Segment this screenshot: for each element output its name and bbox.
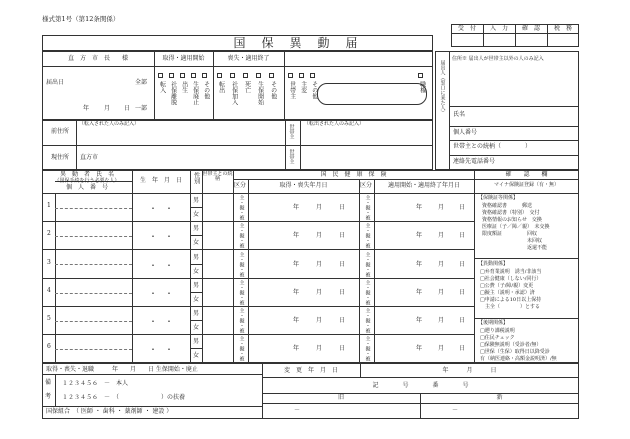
kubun-start-1[interactable]: 主・擬・被 — [364, 195, 371, 220]
confirm-change-line-3: □公費（子/障/親）変更 — [480, 283, 534, 289]
sex-male-1[interactable]: 男 — [193, 197, 200, 204]
reason-acquire-4: 生保廃止 — [191, 81, 199, 105]
acq-month-2: 月 — [316, 232, 323, 239]
confirm-late-line-1: □遡り課税説明 — [480, 328, 515, 334]
kubun-acq-1[interactable]: 主・擬・被 — [238, 195, 245, 220]
change-date-label: 変 更 年 月 日 — [283, 367, 338, 374]
addressee: 直 方 市 長 様 — [67, 55, 128, 62]
reason-checkbox-3[interactable] — [180, 72, 185, 79]
reason-checkbox-9[interactable] — [256, 72, 261, 79]
remarks-line-2: １２３４５６ － 本人 — [62, 380, 129, 387]
cur-address-note: （転出された人のみ記入） — [304, 121, 365, 127]
reason-checkbox-4[interactable] — [191, 72, 196, 79]
reason-checkbox-6[interactable] — [217, 72, 222, 79]
row-number-5: 5 — [47, 315, 51, 322]
row-number-3: 3 — [47, 259, 51, 266]
row-number-6: 6 — [47, 343, 51, 350]
confirm-cards-line-2: 資格確認書（特別） 交付 — [482, 210, 540, 216]
sex-male-6[interactable]: 男 — [193, 338, 200, 345]
reason-acquire-1: 転入 — [158, 81, 166, 93]
householder-label-1: 世帯主 — [288, 124, 295, 139]
acq-day-6: 日 — [339, 345, 346, 352]
col-sex-header: 性別 — [192, 172, 200, 184]
applicant-personal-no-label: 個人番号 — [453, 129, 478, 136]
reason-lose-2: 社保加入 — [230, 81, 238, 105]
applicant-contact-label: 連絡先電話番号 — [453, 158, 496, 165]
start-month-2: 月 — [438, 232, 445, 239]
reason-checkbox-2[interactable] — [169, 72, 174, 79]
start-month-5: 月 — [438, 317, 445, 324]
acq-month-1: 月 — [316, 204, 323, 211]
reason-checkbox-14[interactable] — [418, 72, 423, 79]
kubun-acq-5[interactable]: 主・擬・被 — [238, 308, 245, 333]
new-dash: － — [451, 407, 458, 414]
staff-confirm: 確 認 — [521, 25, 540, 32]
remarks-label-1: 備 — [45, 379, 52, 386]
start-day-4: 日 — [459, 289, 466, 296]
sex-female-4[interactable]: 女 — [193, 296, 200, 303]
reason-other-2: 主変 — [299, 81, 307, 93]
kubun-acq-6[interactable]: 主・擬・被 — [238, 336, 245, 361]
symbol-number-label: 記 号 番 号 — [372, 382, 469, 389]
confirm-cards-line-7: 返還不能 — [482, 245, 548, 251]
confirm-change-line-2: □社会健康（しない/同行） — [480, 276, 542, 282]
reason-other-3: その他 — [310, 81, 318, 99]
remarks-label-2: 考 — [45, 393, 52, 400]
col-name-header: 異 動 者 氏 名 — [59, 171, 114, 178]
reason-checkbox-12[interactable] — [299, 72, 304, 79]
sex-female-2[interactable]: 女 — [193, 239, 200, 246]
confirm-late-line-5: 有（納医連絡・高額金説明済）/無 — [480, 356, 557, 362]
confirm-cards-line-3: 資格情報のお知らせ 交換 — [482, 217, 542, 223]
staff-input: 入 力 — [489, 25, 508, 32]
remarks-line-1: 取得・喪失・退職 年 月 日 生保開始・廃止 — [46, 366, 198, 373]
acq-month-5: 月 — [316, 317, 323, 324]
filed-year: 年 — [83, 105, 90, 112]
kubun-acq-2[interactable]: 主・擬・被 — [238, 223, 245, 248]
confirm-change-line-5: □申請による10日以上保持 — [480, 297, 542, 303]
kubun-start-4[interactable]: 主・擬・被 — [364, 280, 371, 305]
part-label: 一部 — [135, 105, 148, 112]
confirm-late-line-2: □住民チェック — [480, 335, 515, 341]
sex-female-5[interactable]: 女 — [193, 324, 200, 331]
start-month-6: 月 — [438, 345, 445, 352]
reason-checkbox-5[interactable] — [202, 72, 207, 79]
filed-day: 日 — [124, 105, 131, 112]
confirm-change-line-6: 主全（ ）とする — [480, 304, 541, 310]
reason-checkbox-10[interactable] — [269, 72, 274, 79]
reason-checkbox-8[interactable] — [243, 72, 248, 79]
kubun-acq-3[interactable]: 主・擬・被 — [238, 252, 245, 277]
acq-day-5: 日 — [339, 317, 346, 324]
acquire-start-header: 取得・適用開始 — [162, 55, 205, 62]
acq-year-2: 年 — [293, 232, 300, 239]
filed-month: 月 — [104, 105, 111, 112]
remarks-line-3: １２３４５６ － （ ）の扶養 — [62, 394, 186, 401]
start-day-2: 日 — [459, 232, 466, 239]
change-date-value: 年 月 日 — [442, 367, 497, 374]
applicant-name-label: 氏名 — [453, 111, 466, 118]
householder-label-2: 世帯主 — [288, 149, 295, 164]
reason-checkbox-11[interactable] — [288, 72, 293, 79]
col-acq-date-header: 取得・喪失年月日 — [279, 182, 328, 189]
acq-month-6: 月 — [316, 345, 323, 352]
kubun-start-6[interactable]: 主・擬・被 — [364, 336, 371, 361]
reason-acquire-3: 出生 — [180, 81, 188, 93]
birth-dots-3: ・ ・ — [149, 261, 173, 270]
start-year-2: 年 — [416, 232, 423, 239]
birth-dots-2: ・ ・ — [149, 232, 173, 241]
row-number-4: 4 — [47, 287, 51, 294]
old-dash: － — [293, 407, 300, 414]
cur-address-value: 直方市 — [80, 154, 99, 161]
start-day-5: 日 — [459, 317, 466, 324]
kubun-start-2[interactable]: 主・擬・被 — [364, 223, 371, 248]
filed-date-label: 届出日 — [46, 79, 65, 86]
acq-day-3: 日 — [339, 261, 346, 268]
staff-tax: 税 務 — [553, 25, 572, 32]
confirm-change-line-4: □擬主（説明・承認）済 — [480, 290, 535, 296]
confirm-change-line-1: □弁育業説明 誘当/非該当 — [480, 269, 542, 275]
old-label: 旧 — [337, 394, 344, 401]
col-confirm-header: 確 認 欄 — [505, 171, 548, 178]
birth-dots-4: ・ ・ — [149, 289, 173, 298]
acq-month-4: 月 — [316, 289, 323, 296]
start-year-5: 年 — [416, 317, 423, 324]
jobless-label: 職権 — [418, 81, 426, 93]
start-day-6: 日 — [459, 345, 466, 352]
sex-male-4[interactable]: 男 — [193, 282, 200, 289]
reason-checkbox-13[interactable] — [310, 72, 315, 79]
reason-checkbox-7[interactable] — [230, 72, 235, 79]
start-day-1: 日 — [459, 204, 466, 211]
confirm-cards-line-1: 資格確認書 郵送 — [482, 203, 533, 209]
start-year-4: 年 — [416, 289, 423, 296]
confirm-cards-line-6: 未回収 — [482, 238, 543, 244]
applicant-relation-label: 世帯主との続柄（ ） — [453, 143, 532, 150]
col-relation-header: 世帯主との続柄 — [202, 171, 233, 182]
start-month-4: 月 — [438, 289, 445, 296]
confirm-late-title: 【後期関係】 — [478, 320, 509, 326]
kubun-start-3[interactable]: 主・擬・被 — [364, 252, 371, 277]
start-month-1: 月 — [438, 204, 445, 211]
acq-day-4: 日 — [339, 289, 346, 296]
birth-dots-1: ・ ・ — [149, 204, 173, 213]
prev-address-note: （転入された人のみ記入） — [79, 121, 140, 127]
confirm-cards-title: 【保険証等関係】 — [478, 195, 519, 201]
kubun-start-5[interactable]: 主・擬・被 — [364, 308, 371, 333]
start-year-1: 年 — [416, 204, 423, 211]
reason-lose-4: 生保開始 — [256, 81, 264, 105]
reason-checkbox-1[interactable] — [158, 72, 163, 79]
cur-address-label: 現住所 — [51, 154, 70, 161]
sex-female-1[interactable]: 女 — [193, 211, 200, 218]
sex-female-6[interactable]: 女 — [193, 352, 200, 359]
acq-year-1: 年 — [293, 204, 300, 211]
acq-day-2: 日 — [339, 232, 346, 239]
other-reason-bracket — [317, 83, 427, 105]
confirm-cards-line-5: 限度額証 回収 — [482, 231, 538, 237]
reason-lose-3: 死亡 — [243, 81, 251, 93]
col-name-note: （国保手続を行う必要な人） — [54, 178, 120, 184]
confirm-late-line-3: □保険無説明（受診者/無） — [480, 342, 542, 348]
staff-reception: 受 付 — [457, 25, 476, 32]
applicant-address-note: 住所※ 届出人が世帯主以外の人のみ記入 — [452, 56, 544, 62]
lose-end-header: 喪失・適用終了 — [227, 55, 270, 62]
kubun-acq-4[interactable]: 主・擬・被 — [238, 280, 245, 305]
acq-day-1: 日 — [339, 204, 346, 211]
start-year-3: 年 — [416, 261, 423, 268]
col-nhi-header: 国 民 健 康 保 険 — [320, 171, 387, 178]
applicant-label: 届出人（窓口に来た人） — [439, 60, 446, 115]
confirm-cards-line-4: 医療証（子／障／親） 未交換 — [482, 224, 550, 230]
remarks-line-4: 国保組合 （ 医師 ・ 歯科 ・ 薬剤師 ・ 建設 ） — [46, 408, 173, 415]
reason-other-1: 世帯主 — [288, 81, 296, 99]
col-kubun-header-2: 区分 — [360, 182, 373, 189]
reason-acquire-5: その他 — [202, 81, 210, 99]
start-month-3: 月 — [438, 261, 445, 268]
confirm-change-title: 【異動関係】 — [478, 261, 509, 267]
acq-year-6: 年 — [293, 345, 300, 352]
acq-month-3: 月 — [316, 261, 323, 268]
birth-dots-5: ・ ・ — [149, 317, 173, 326]
all-label: 全部 — [135, 79, 148, 86]
row-number-1: 1 — [47, 202, 51, 209]
sex-male-3[interactable]: 男 — [193, 254, 200, 261]
start-year-6: 年 — [416, 345, 423, 352]
col-personal-no-header: 個 人 番 号 — [65, 184, 108, 191]
col-mynum-header: マイナ保険証登録（有・無） — [494, 182, 559, 188]
col-kubun-header-1: 区分 — [234, 182, 247, 189]
prev-address-label: 前住所 — [51, 128, 70, 135]
start-day-3: 日 — [459, 261, 466, 268]
sex-male-5[interactable]: 男 — [193, 310, 200, 317]
birth-dots-6: ・ ・ — [149, 345, 173, 354]
col-start-date-header: 適用開始・適用終了年月日 — [387, 182, 460, 189]
reason-acquire-2: 社保離脱 — [169, 81, 177, 105]
confirm-late-line-4: □世保（生保）取得日以降受診 — [480, 349, 550, 355]
acq-year-3: 年 — [293, 261, 300, 268]
acq-year-5: 年 — [293, 317, 300, 324]
page-title: 国 保 異 動 届 — [233, 36, 360, 50]
col-birth-header: 生 年 月 日 — [139, 177, 182, 184]
form-number: 様式第1号（第12条関係） — [42, 15, 120, 23]
sex-female-3[interactable]: 女 — [193, 268, 200, 275]
sex-male-2[interactable]: 男 — [193, 225, 200, 232]
reason-lose-5: その他 — [269, 81, 277, 99]
row-number-2: 2 — [47, 230, 51, 237]
reason-lose-1: 転出 — [217, 81, 225, 93]
acq-year-4: 年 — [293, 289, 300, 296]
new-label: 新 — [496, 394, 503, 401]
